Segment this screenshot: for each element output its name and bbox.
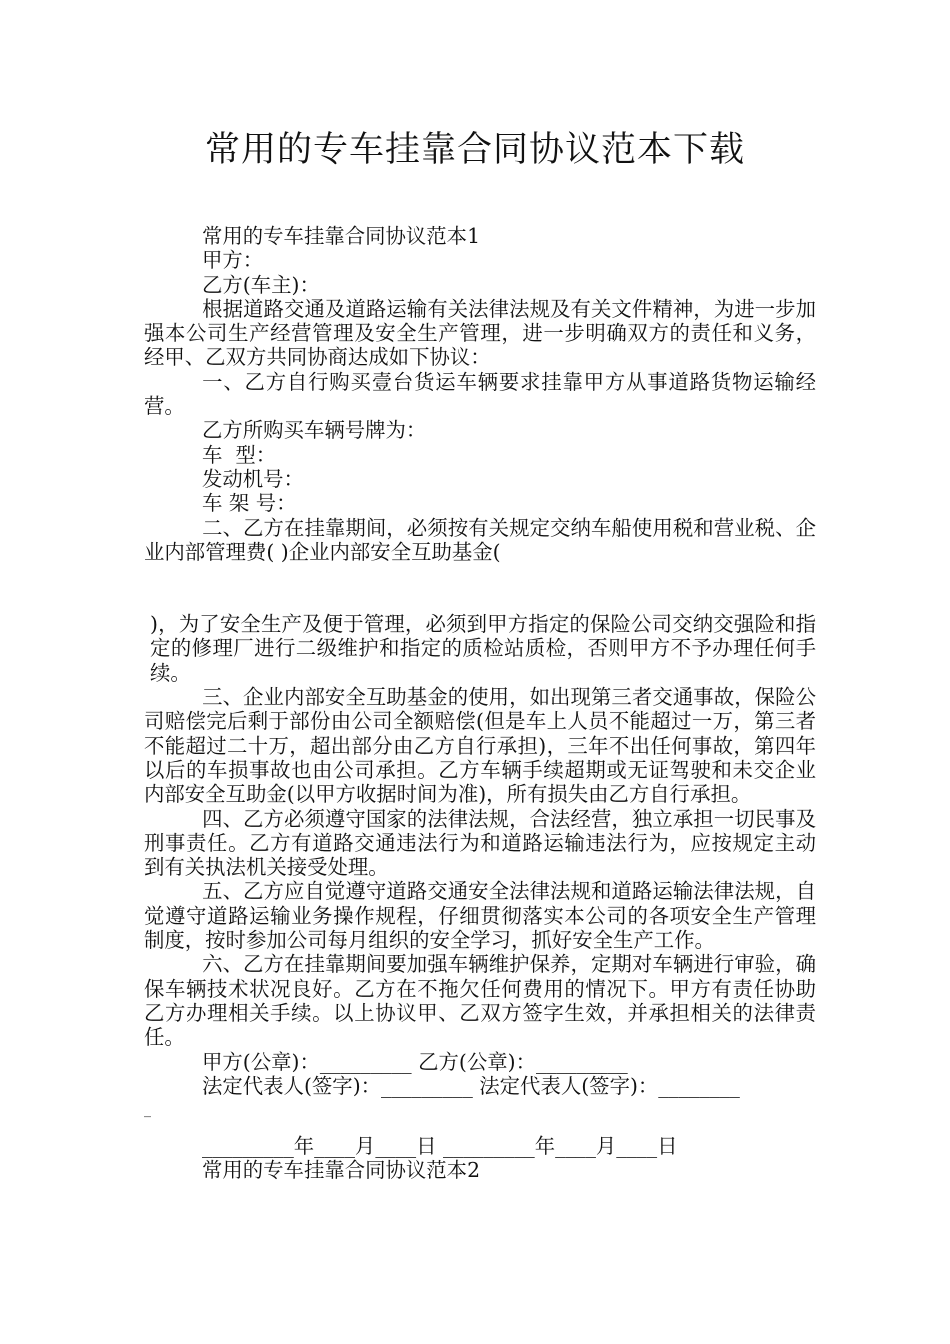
clause-2-part-1: 二、乙方在挂靠期间，必须按有关规定交纳车船使用税和营业税、企业内部管理费( )企业内部安全互助基金(	[144, 515, 816, 564]
clause-2-part-2: )，为了安全生产及便于管理，必须到甲方指定的保险公司交纳交强险和指定的修理厂进行二级维护和指定的质检站质检，否则甲方不予办理任何手续。	[150, 612, 816, 685]
signature-seals-line: 甲方(公章)：_________ 乙方(公章)：_________	[202, 1049, 628, 1074]
small-gap	[144, 1122, 816, 1134]
party-b-line: 乙方(车主)：	[202, 272, 320, 297]
model-line: 车 型：	[202, 442, 277, 467]
clause-6: 六、乙方在挂靠期间要加强车辆维护保养，定期对车辆进行审验，确保车辆技术状况良好。乙方在不拖欠任何费用的情况下。甲方有责任协助乙方办理相关手续。以上协议甲、乙双方签字生效，并承担相关的法律责任。	[144, 952, 816, 1050]
clause-3: 三、企业内部安全互助基金的使用，如出现第三者交通事故，保险公司赔偿完后剩于部份由公司全额赔偿(但是车上人员不能超过一万，第三者不能超过二十万，超出部分由乙方自行承担)，三年不出任何事故，第四年以后的车损事故也由公司承担。乙方车辆手续超期或无证驾驶和未交企业内部安全互助金(以甲方收据时间为准)，所有损失由乙方自行承担。	[144, 685, 816, 807]
document-body	[144, 224, 816, 1183]
section1-heading: 常用的专车挂靠合同协议范本1	[202, 224, 481, 248]
party-a-line: 甲方：	[202, 248, 264, 273]
signature-trailing-underscore: _	[144, 1102, 151, 1119]
engine-line: 发动机号：	[202, 466, 304, 491]
clause-1: 一、乙方自行购买壹台货运车辆要求挂靠甲方从事道路货物运输经营。	[144, 369, 816, 419]
clause-4: 四、乙方必须遵守国家的法律法规，合法经营，独立承担一切民事及刑事责任。乙方有道路交通违法行为和道路运输违法行为，应按规定主动到有关执法机关接受处理。	[144, 806, 816, 880]
intro-paragraph: 根据道路交通及道路运输有关法律法规及有关文件精神，为进一步加强本公司生产经营管理及安全生产管理，进一步明确双方的责任和义务，经甲、乙双方共同协商达成如下协议：	[144, 296, 816, 370]
signature-representatives-line: 法定代表人(签字)：_________ 法定代表人(签字)：________	[202, 1073, 740, 1098]
section2-heading: 常用的专车挂靠合同协议范本2	[202, 1158, 481, 1183]
signature-dates-line: _________年____月____日 _________年____月____日	[202, 1134, 678, 1159]
clause-5: 五、乙方应自觉遵守道路交通安全法律法规和道路运输法律法规，自觉遵守道路运输业务操作规程，仔细贯彻落实本公司的各项安全生产管理制度，按时参加公司每月组织的安全学习，抓好安全生产工作。	[144, 879, 816, 953]
plate-line: 乙方所购买车辆号牌为：	[202, 418, 427, 443]
document-title: 常用的专车挂靠合同协议范本下载	[204, 130, 745, 170]
frame-line: 车 架 号：	[202, 491, 297, 516]
blank-gap	[144, 564, 816, 612]
